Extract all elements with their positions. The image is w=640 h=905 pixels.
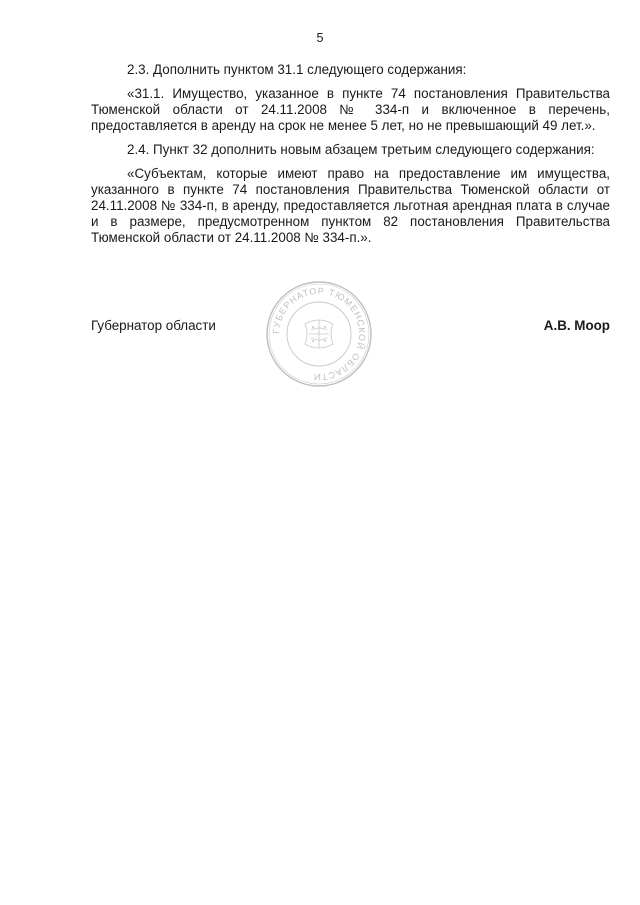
paragraph-31-1: «31.1. Имущество, указанное в пункте 74 постановления Правительства Тюменской области от 24.11.2008 № 334-п и включенное в перечень, предоставляется в аренду на срок не менее 5 лет, но не превышающий 49 лет.». — [91, 86, 610, 133]
signatory-position: Губернатор области — [91, 318, 216, 333]
signatory-name: А.В. Моор — [543, 318, 610, 333]
paragraph-subjects: «Субъектам, которые имеют право на предоставление им имущества, указанного в пункте 74 постановления Правительства Тюменской области от 24.11.2008 № 334-п, в аренду, предоставляется льготная арендная плата в случае и в размере, предусмотренном пунктом 82 постановления Правительства Тюменской области от 24.11.2008 № 334-п.». — [91, 166, 610, 245]
page-number: 5 — [316, 31, 324, 45]
document-body — [91, 62, 610, 254]
paragraph-2-4: 2.4. Пункт 32 дополнить новым абзацем третьим следующего содержания: — [127, 142, 595, 157]
signature-block — [91, 317, 610, 335]
seal-ring-text: ГУБЕРНАТОР ТЮМЕНСКОЙ ОБЛАСТИ — [270, 285, 368, 383]
paragraph-2-3: 2.3. Дополнить пунктом 31.1 следующего содержания: — [127, 62, 467, 77]
